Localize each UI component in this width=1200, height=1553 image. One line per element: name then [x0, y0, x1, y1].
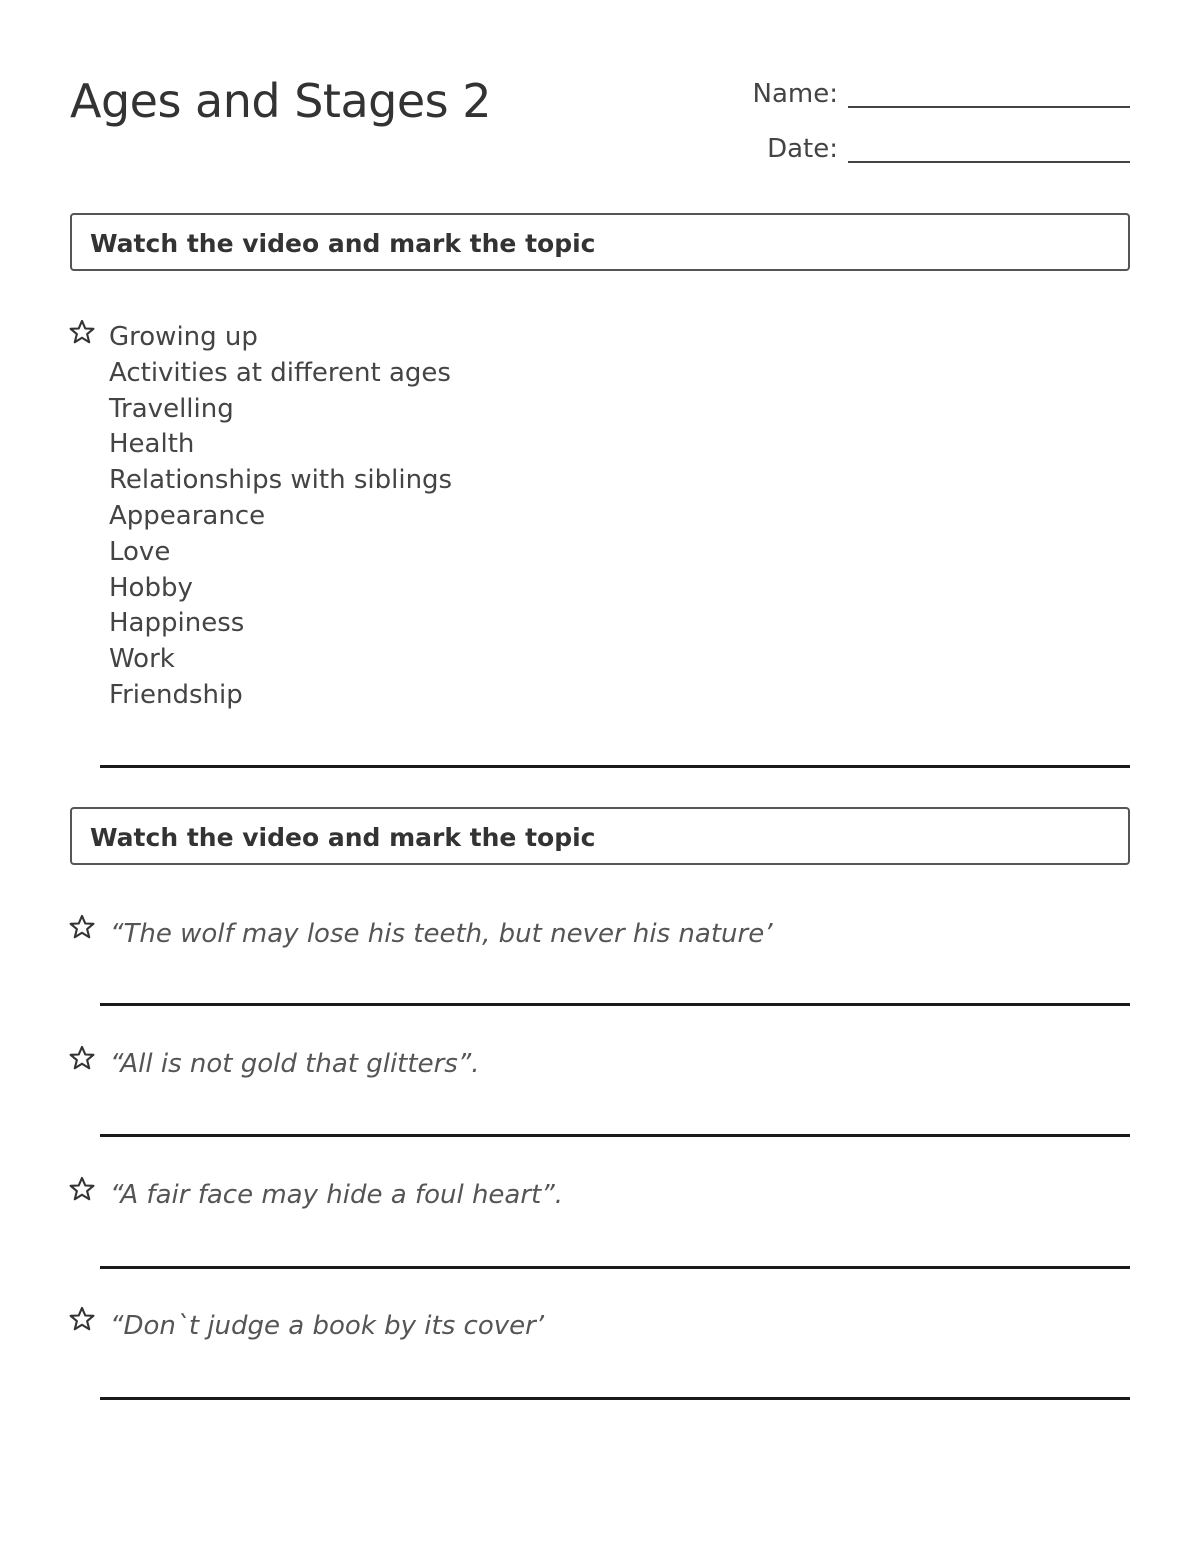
quote-text: “All is not gold that glitters”.	[110, 1049, 480, 1079]
topic-list	[109, 320, 452, 714]
star-icon	[68, 318, 96, 346]
topic-item: Travelling	[109, 393, 234, 424]
star-icon	[68, 1175, 96, 1203]
answer-line[interactable]	[100, 1266, 1130, 1269]
star-icon	[68, 1044, 96, 1072]
page-title: Ages and Stages 2	[70, 74, 491, 128]
section-1-heading-box	[70, 213, 1130, 271]
topic-item: Health	[109, 429, 195, 460]
quote-text: “Don`t judge a book by its cover’	[110, 1311, 545, 1341]
topic-item: Growing up	[109, 322, 258, 352]
date-field-row	[718, 133, 1130, 165]
quote-text: “The wolf may lose his teeth, but never his nature’	[110, 919, 773, 949]
quote-text: “A fair face may hide a foul heart”.	[110, 1180, 563, 1210]
topic-item: Love	[109, 536, 171, 567]
date-label: Date:	[767, 134, 838, 164]
star-icon	[68, 1305, 96, 1333]
section-1-heading: Watch the video and mark the topic	[90, 229, 596, 258]
answer-line[interactable]	[100, 1134, 1130, 1137]
topic-item: Appearance	[109, 500, 266, 531]
answer-line[interactable]	[100, 765, 1130, 768]
topic-item: Relationships with siblings	[109, 465, 453, 496]
section-2-heading: Watch the video and mark the topic	[90, 823, 596, 852]
topic-item: Friendship	[109, 679, 243, 710]
name-field[interactable]	[848, 106, 1130, 108]
date-field[interactable]	[848, 161, 1130, 163]
answer-line[interactable]	[100, 1003, 1130, 1006]
name-label: Name:	[752, 79, 838, 109]
section-2-heading-box	[70, 807, 1130, 865]
topic-item: Hobby	[109, 572, 193, 603]
name-field-row	[718, 78, 1130, 110]
topic-item: Activities at different ages	[109, 357, 451, 388]
star-icon	[68, 913, 96, 941]
topic-item: Work	[109, 644, 175, 675]
answer-line[interactable]	[100, 1397, 1130, 1400]
topic-item: Happiness	[109, 608, 245, 639]
